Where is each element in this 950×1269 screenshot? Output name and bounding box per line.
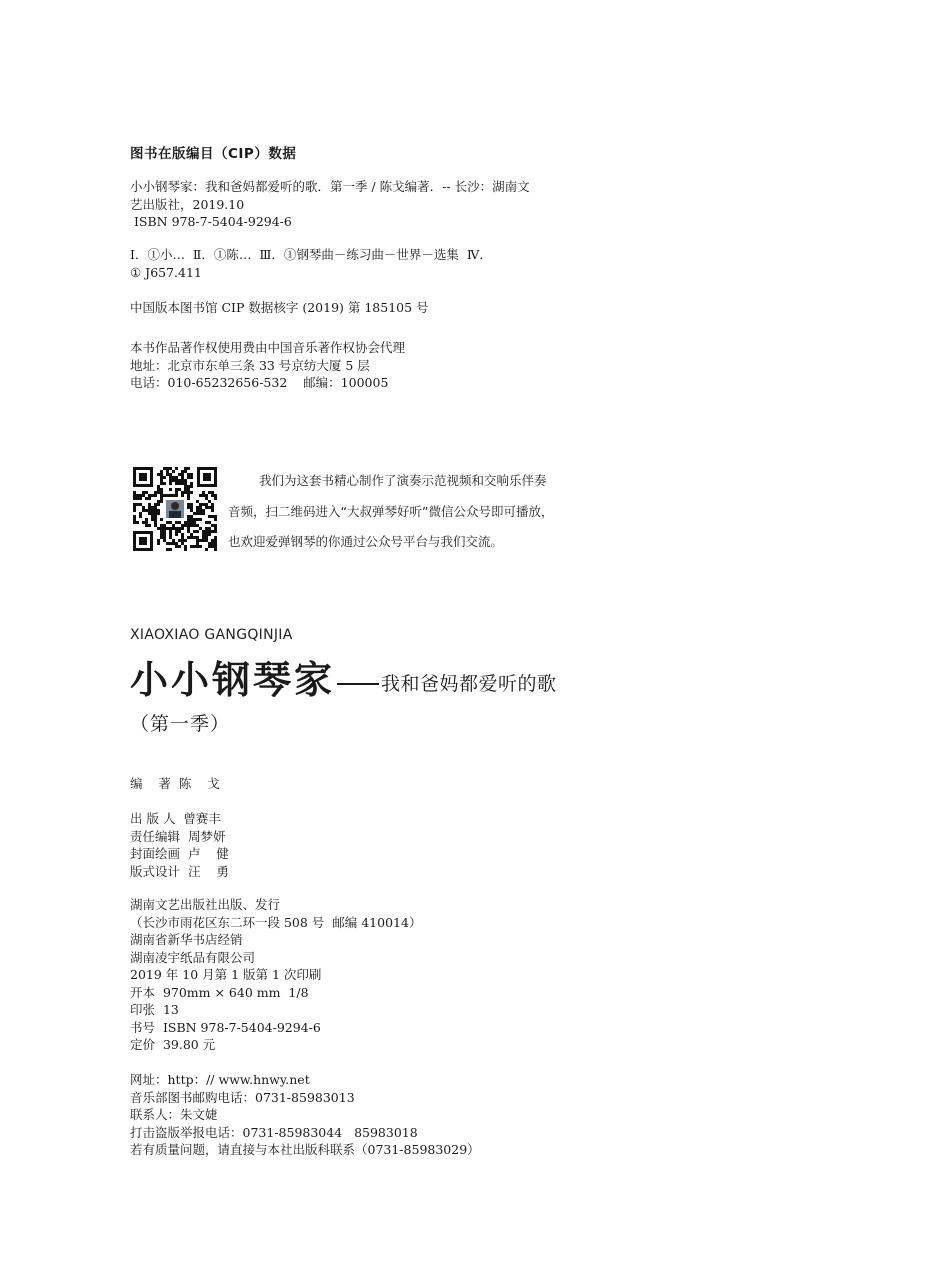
classification-line: Ⅰ．①小… Ⅱ．①陈… Ⅲ．①钢琴曲－练习曲－世界－选集 Ⅳ．	[130, 247, 492, 262]
cip-heading: 图书在版编目（CIP）数据	[130, 146, 297, 162]
credit-cover-art: 封面绘画 卢 健	[130, 846, 229, 861]
contact-block	[130, 1071, 480, 1159]
contact-line: 若有质量问题，请直接与本社出版科联系（0731-85983029）	[130, 1142, 480, 1157]
copyright-agency	[130, 339, 405, 392]
credit-publisher: 出 版 人 曾赛丰	[130, 811, 221, 826]
publication-line: （长沙市雨花区东二环一段 508 号 邮编 410014）	[130, 914, 422, 930]
qr-text-line: 我们为这套书精心制作了演奏示范视频和交响乐伴奏	[259, 473, 547, 488]
publication-line: 湖南省新华书店经销	[130, 932, 243, 947]
credits-block	[130, 810, 229, 880]
qr-code-icon[interactable]	[133, 467, 217, 551]
qr-description	[228, 466, 598, 558]
publication-line: 定价 39.80 元	[130, 1037, 216, 1052]
publication-line: 湖南凌宇纸品有限公司	[130, 949, 256, 965]
cip-record	[130, 178, 600, 231]
title-dash	[337, 683, 379, 685]
contact-line: 联系人：朱文婕	[130, 1107, 218, 1122]
cip-classification	[130, 246, 600, 281]
cip-data-number: 中国版本图书馆 CIP 数据核字 (2019) 第 185105 号	[130, 300, 429, 315]
website-line: 网址：http：// www.hnwy.net	[130, 1072, 310, 1087]
agency-line: 本书作品著作权使用费由中国音乐著作权协会代理	[130, 340, 406, 355]
classification-line: ① J657.411	[130, 264, 202, 280]
author-line: 编 著 陈 戈	[130, 776, 220, 791]
qr-text-line: 音频，扫二维码进入“大叔弹琴好听”微信公众号即可播放，	[228, 503, 554, 519]
subtitle: 我和爸妈都爱听的歌	[381, 673, 557, 695]
contact-line: 打击盗版举报电话：0731-85983044 85983018	[130, 1124, 418, 1140]
main-title: 小小钢琴家	[130, 658, 336, 702]
credit-editor: 责任编辑 周梦妍	[130, 828, 226, 844]
agency-address: 地址：北京市东单三条 33 号京纺大厦 5 层	[130, 357, 370, 373]
publication-line: 2019 年 10 月第 1 版第 1 次印刷	[130, 967, 322, 982]
pinyin-title: XIAOXIAO GANGQINJIA	[130, 627, 293, 643]
publication-line: 印张 13	[130, 1002, 179, 1017]
publication-line: 书号 ISBN 978-7-5404-9294-6	[130, 1019, 321, 1035]
publication-block	[130, 896, 421, 1054]
contact-line: 音乐部图书邮购电话：0731-85983013	[130, 1089, 355, 1105]
credit-layout: 版式设计 汪 勇	[130, 863, 229, 879]
book-title	[130, 658, 557, 702]
cip-record-line: 小小钢琴家：我和爸妈都爱听的歌．第一季 / 陈戈编著．-- 长沙：湖南文	[130, 179, 530, 194]
agency-phone: 电话：010-65232656-532 邮编：100005	[130, 375, 389, 390]
publication-line: 开本 970mm × 640 mm 1/8	[130, 984, 309, 1000]
cip-record-line: ISBN 978-7-5404-9294-6	[130, 214, 292, 229]
cip-record-line: 艺出版社，2019.10	[130, 196, 245, 212]
qr-text-line: 也欢迎爱弹钢琴的你通过公众号平台与我们交流。	[228, 534, 504, 549]
publication-line: 湖南文艺出版社出版、发行	[130, 897, 281, 912]
season-label: （第一季）	[130, 713, 231, 735]
